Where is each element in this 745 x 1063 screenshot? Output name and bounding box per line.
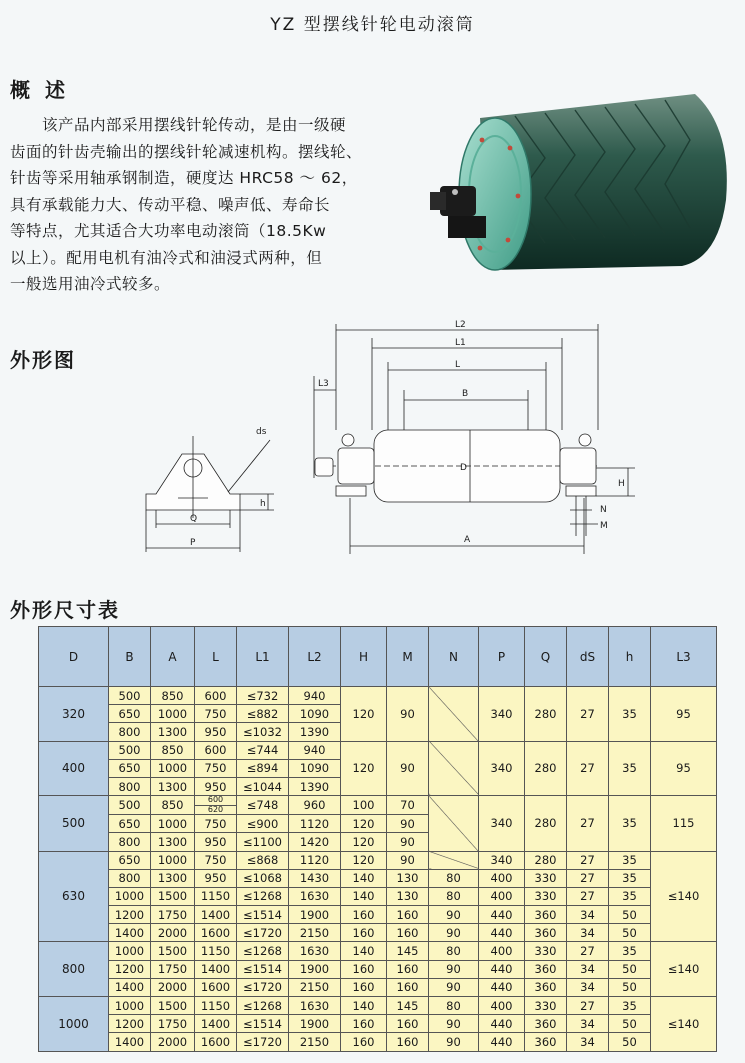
cell-b: 1400 [109, 1033, 151, 1051]
cell-l2: 1900 [289, 960, 341, 978]
cell-n: 80 [429, 887, 479, 905]
cell-h: 120 [341, 833, 387, 851]
dimension-table [38, 626, 717, 1052]
cell-n-empty [429, 796, 479, 851]
dim-label-l: L [455, 360, 461, 370]
cell-n: 90 [429, 906, 479, 924]
cell-l: 1150 [195, 997, 237, 1015]
cell-l3: ≤140 [651, 942, 717, 997]
cell-m: 130 [387, 869, 429, 887]
cell-h: 100 [341, 796, 387, 815]
cell-l1: ≤1720 [237, 978, 289, 996]
drum-roller-photo [420, 88, 738, 278]
cell-l3: ≤140 [651, 997, 717, 1052]
cell-l: 950 [195, 869, 237, 887]
cell-l-bottom: 620 [207, 804, 224, 814]
cell-l2: 2150 [289, 978, 341, 996]
table-row [39, 887, 717, 905]
cell-h-small: 35 [609, 687, 651, 742]
cell-b: 500 [109, 687, 151, 705]
col-header-l2: L2 [289, 627, 341, 687]
cell-b: 650 [109, 815, 151, 833]
cell-b: 650 [109, 851, 151, 869]
cell-h: 160 [341, 1015, 387, 1033]
cell-a: 1300 [151, 869, 195, 887]
cell-l1: ≤1068 [237, 869, 289, 887]
cell-n: 90 [429, 1033, 479, 1051]
col-header-ds: dS [567, 627, 609, 687]
cell-a: 1500 [151, 997, 195, 1015]
cell-n-empty [429, 851, 479, 869]
cell-q: 280 [525, 741, 567, 796]
cell-l2: 1090 [289, 705, 341, 723]
cell-h: 140 [341, 869, 387, 887]
col-header-h: H [341, 627, 387, 687]
cell-l1: ≤1044 [237, 777, 289, 795]
cell-l1: ≤1100 [237, 833, 289, 851]
table-row [39, 851, 717, 869]
intro-line: 具有承载能力大、传动平稳、噪声低、寿命长 [10, 195, 331, 214]
cell-b: 800 [109, 723, 151, 741]
cell-q: 330 [525, 942, 567, 960]
col-header-h-small: h [609, 627, 651, 687]
cell-ds: 27 [567, 796, 609, 851]
cell-p: 340 [479, 796, 525, 851]
cell-h-small: 35 [609, 887, 651, 905]
cell-l1: ≤882 [237, 705, 289, 723]
cell-a: 1300 [151, 723, 195, 741]
cell-a: 1750 [151, 906, 195, 924]
cell-b: 1200 [109, 1015, 151, 1033]
cell-d: 500 [39, 796, 109, 851]
cell-l2: 1900 [289, 1015, 341, 1033]
cell-l-top: 600 [195, 796, 236, 806]
cell-m: 160 [387, 960, 429, 978]
cell-l1: ≤1514 [237, 906, 289, 924]
cell-p: 440 [479, 1015, 525, 1033]
intro-line: 该产品内部采用摆线针轮传动，是由一级硬 [42, 116, 347, 134]
cell-a: 2000 [151, 924, 195, 942]
cell-l: 1150 [195, 887, 237, 905]
cell-l: 950 [195, 833, 237, 851]
cell-h-small: 50 [609, 1033, 651, 1051]
table-row [39, 796, 717, 815]
col-header-l: L [195, 627, 237, 687]
cell-a: 2000 [151, 978, 195, 996]
cell-l3: 95 [651, 687, 717, 742]
cell-m: 160 [387, 924, 429, 942]
cell-l: 1600 [195, 1033, 237, 1051]
dim-label-h-lower: h [260, 499, 266, 509]
cell-l2: 1420 [289, 833, 341, 851]
cell-m: 160 [387, 1015, 429, 1033]
cell-l2: 1900 [289, 906, 341, 924]
cell-p: 440 [479, 978, 525, 996]
col-header-l1: L1 [237, 627, 289, 687]
col-header-d: D [39, 627, 109, 687]
cell-h: 140 [341, 942, 387, 960]
cell-h-small: 50 [609, 960, 651, 978]
cell-l3: 115 [651, 796, 717, 851]
cell-m: 145 [387, 997, 429, 1015]
cell-h-small: 35 [609, 741, 651, 796]
cell-h: 160 [341, 978, 387, 996]
cell-m: 145 [387, 942, 429, 960]
cell-d: 1000 [39, 997, 109, 1052]
dim-label-m: M [600, 521, 608, 531]
cell-m: 90 [387, 815, 429, 833]
cell-h-small: 50 [609, 906, 651, 924]
cell-h: 120 [341, 815, 387, 833]
cell-a: 1000 [151, 815, 195, 833]
cell-q: 280 [525, 851, 567, 869]
cell-m: 160 [387, 1033, 429, 1051]
col-header-q: Q [525, 627, 567, 687]
table-row [39, 997, 717, 1015]
dim-label-l2: L2 [455, 320, 466, 330]
dim-label-ds: ds [256, 427, 267, 437]
table-row [39, 960, 717, 978]
cell-p: 340 [479, 741, 525, 796]
cell-h-small: 35 [609, 997, 651, 1015]
cell-a: 1000 [151, 759, 195, 777]
cell-a: 1500 [151, 942, 195, 960]
cell-l2: 1630 [289, 997, 341, 1015]
cell-b: 1000 [109, 942, 151, 960]
cell-q: 280 [525, 687, 567, 742]
table-row [39, 978, 717, 996]
cell-ds: 27 [567, 741, 609, 796]
cell-b: 800 [109, 869, 151, 887]
cell-l: 600 [195, 687, 237, 705]
cell-h-small: 50 [609, 1015, 651, 1033]
cell-ds: 27 [567, 851, 609, 869]
intro-line: 一般选用油冷式较多。 [10, 275, 171, 293]
cell-n: 90 [429, 960, 479, 978]
cell-h-small: 50 [609, 924, 651, 942]
table-row [39, 687, 717, 705]
cell-m: 70 [387, 796, 429, 815]
col-header-l3: L3 [651, 627, 717, 687]
cell-q: 360 [525, 924, 567, 942]
cell-h: 160 [341, 1033, 387, 1051]
cell-p: 440 [479, 1033, 525, 1051]
intro-line: 齿面的针齿壳输出的摆线针轮减速机构。摆线轮、 [10, 142, 363, 161]
table-row [39, 869, 717, 887]
cell-p: 340 [479, 687, 525, 742]
cell-l2: 1120 [289, 815, 341, 833]
cell-b: 500 [109, 796, 151, 815]
cell-l: 950 [195, 723, 237, 741]
cell-l2: 940 [289, 741, 341, 759]
dim-label-l1: L1 [455, 338, 466, 348]
cell-q: 360 [525, 1015, 567, 1033]
cell-a: 850 [151, 687, 195, 705]
cell-q: 330 [525, 997, 567, 1015]
cell-h: 160 [341, 924, 387, 942]
cell-p: 400 [479, 887, 525, 905]
cell-l: 1400 [195, 1015, 237, 1033]
cell-a: 2000 [151, 1033, 195, 1051]
overview-heading: 概 述 [10, 78, 69, 102]
cell-m: 90 [387, 687, 429, 742]
cell-p: 340 [479, 851, 525, 869]
cell-ds: 34 [567, 906, 609, 924]
cell-a: 1500 [151, 887, 195, 905]
cell-l1: ≤900 [237, 815, 289, 833]
cell-l1: ≤1720 [237, 924, 289, 942]
cell-m: 160 [387, 978, 429, 996]
cell-m: 90 [387, 741, 429, 796]
dim-label-a: A [464, 535, 471, 545]
cell-h: 140 [341, 887, 387, 905]
cell-l1: ≤1268 [237, 942, 289, 960]
dim-label-l3: L3 [318, 379, 329, 389]
cell-l2: 1090 [289, 759, 341, 777]
cell-l1: ≤894 [237, 759, 289, 777]
cell-b: 650 [109, 705, 151, 723]
cell-b: 1000 [109, 887, 151, 905]
cell-q: 360 [525, 960, 567, 978]
cell-q: 330 [525, 887, 567, 905]
cell-q: 360 [525, 978, 567, 996]
cell-l2: 960 [289, 796, 341, 815]
cell-b: 800 [109, 777, 151, 795]
table-row [39, 906, 717, 924]
cell-l: 750 [195, 851, 237, 869]
cell-ds: 27 [567, 887, 609, 905]
table-row [39, 942, 717, 960]
cell-a: 850 [151, 796, 195, 815]
cell-n: 80 [429, 942, 479, 960]
col-header-b: B [109, 627, 151, 687]
cell-h: 160 [341, 906, 387, 924]
cell-l1: ≤1268 [237, 997, 289, 1015]
cell-p: 440 [479, 924, 525, 942]
cell-n-empty [429, 687, 479, 742]
cell-l: 600 [195, 741, 237, 759]
cell-h-small: 35 [609, 869, 651, 887]
cell-b: 1400 [109, 978, 151, 996]
outline-drawing [130, 318, 640, 568]
cell-l1: ≤1268 [237, 887, 289, 905]
table-row [39, 924, 717, 942]
intro-line: 等特点，尤其适合大功率电动滚筒（18.5Kw [10, 222, 327, 240]
cell-l2: 1390 [289, 777, 341, 795]
cell-ds: 27 [567, 687, 609, 742]
cell-ds: 34 [567, 1015, 609, 1033]
cell-l3: 95 [651, 741, 717, 796]
table-row [39, 1015, 717, 1033]
cell-h: 140 [341, 997, 387, 1015]
dim-label-n: N [600, 505, 607, 515]
cell-b: 1000 [109, 997, 151, 1015]
cell-h: 120 [341, 741, 387, 796]
dim-label-h-upper: H [618, 479, 625, 489]
cell-a: 1300 [151, 833, 195, 851]
cell-n: 90 [429, 924, 479, 942]
cell-l: 750 [195, 815, 237, 833]
outline-heading: 外形图 [10, 348, 76, 372]
cell-b: 1200 [109, 906, 151, 924]
dim-label-d: D [460, 463, 467, 473]
cell-m: 130 [387, 887, 429, 905]
cell-b: 1200 [109, 960, 151, 978]
cell-l1: ≤732 [237, 687, 289, 705]
cell-ds: 34 [567, 978, 609, 996]
cell-d: 400 [39, 741, 109, 796]
cell-l: 1400 [195, 960, 237, 978]
cell-l: 1150 [195, 942, 237, 960]
cell-l1: ≤868 [237, 851, 289, 869]
cell-ds: 27 [567, 997, 609, 1015]
dim-label-q: Q [190, 514, 198, 524]
cell-q: 330 [525, 869, 567, 887]
cell-ds: 34 [567, 924, 609, 942]
cell-ds: 27 [567, 942, 609, 960]
cell-p: 400 [479, 869, 525, 887]
cell-p: 440 [479, 906, 525, 924]
col-header-m: M [387, 627, 429, 687]
cell-d: 800 [39, 942, 109, 997]
cell-h: 160 [341, 960, 387, 978]
cell-l2: 2150 [289, 1033, 341, 1051]
cell-l3: ≤140 [651, 851, 717, 942]
cell-p: 440 [479, 960, 525, 978]
cell-l: 750 [195, 705, 237, 723]
cell-q: 280 [525, 796, 567, 851]
cell-ds: 34 [567, 1033, 609, 1051]
cell-n: 90 [429, 978, 479, 996]
cell-q: 360 [525, 906, 567, 924]
cell-a: 1300 [151, 777, 195, 795]
col-header-a: A [151, 627, 195, 687]
cell-l2: 940 [289, 687, 341, 705]
cell-l: 1400 [195, 906, 237, 924]
cell-n-empty [429, 741, 479, 796]
intro-line: 针齿等采用轴承钢制造，硬度达 HRC58 ～ 62， [10, 169, 358, 187]
cell-h-small: 50 [609, 978, 651, 996]
cell-l1: ≤1720 [237, 1033, 289, 1051]
cell-h: 120 [341, 687, 387, 742]
cell-l1: ≤748 [237, 796, 289, 815]
cell-h-small: 35 [609, 796, 651, 851]
cell-l: 750 [195, 759, 237, 777]
intro-paragraph [10, 112, 410, 298]
cell-l1: ≤744 [237, 741, 289, 759]
cell-b: 500 [109, 741, 151, 759]
cell-l1: ≤1514 [237, 1015, 289, 1033]
cell-n: 90 [429, 1015, 479, 1033]
cell-b: 1400 [109, 924, 151, 942]
cell-h-small: 35 [609, 942, 651, 960]
cell-b: 650 [109, 759, 151, 777]
cell-l1: ≤1514 [237, 960, 289, 978]
cell-l-stacked [195, 796, 237, 815]
table-row [39, 1033, 717, 1051]
col-header-p: P [479, 627, 525, 687]
cell-n: 80 [429, 869, 479, 887]
cell-h: 120 [341, 851, 387, 869]
table-heading: 外形尺寸表 [10, 598, 120, 622]
cell-ds: 27 [567, 869, 609, 887]
cell-q: 360 [525, 1033, 567, 1051]
dimension-table-wrap [38, 626, 717, 1052]
cell-m: 90 [387, 833, 429, 851]
intro-line: 以上）。配用电机有油冷式和油浸式两种，但 [10, 248, 323, 267]
cell-l: 950 [195, 777, 237, 795]
cell-ds: 34 [567, 960, 609, 978]
cell-d: 320 [39, 687, 109, 742]
cell-m: 90 [387, 851, 429, 869]
cell-p: 400 [479, 997, 525, 1015]
dim-label-p: P [190, 538, 196, 548]
cell-l2: 1120 [289, 851, 341, 869]
cell-a: 1000 [151, 851, 195, 869]
table-row [39, 741, 717, 759]
cell-l2: 2150 [289, 924, 341, 942]
cell-n: 80 [429, 997, 479, 1015]
page-title: YZ 型摆线针轮电动滚筒 [270, 15, 475, 35]
col-header-n: N [429, 627, 479, 687]
cell-a: 1000 [151, 705, 195, 723]
cell-l1: ≤1032 [237, 723, 289, 741]
cell-l: 1600 [195, 924, 237, 942]
cell-p: 400 [479, 942, 525, 960]
cell-l: 1600 [195, 978, 237, 996]
cell-a: 1750 [151, 1015, 195, 1033]
cell-l2: 1630 [289, 942, 341, 960]
cell-b: 800 [109, 833, 151, 851]
cell-a: 850 [151, 741, 195, 759]
cell-l2: 1630 [289, 887, 341, 905]
cell-l2: 1390 [289, 723, 341, 741]
dim-label-b: B [462, 389, 469, 399]
cell-l2: 1430 [289, 869, 341, 887]
cell-d: 630 [39, 851, 109, 942]
cell-h-small: 35 [609, 851, 651, 869]
cell-m: 160 [387, 906, 429, 924]
cell-a: 1750 [151, 960, 195, 978]
